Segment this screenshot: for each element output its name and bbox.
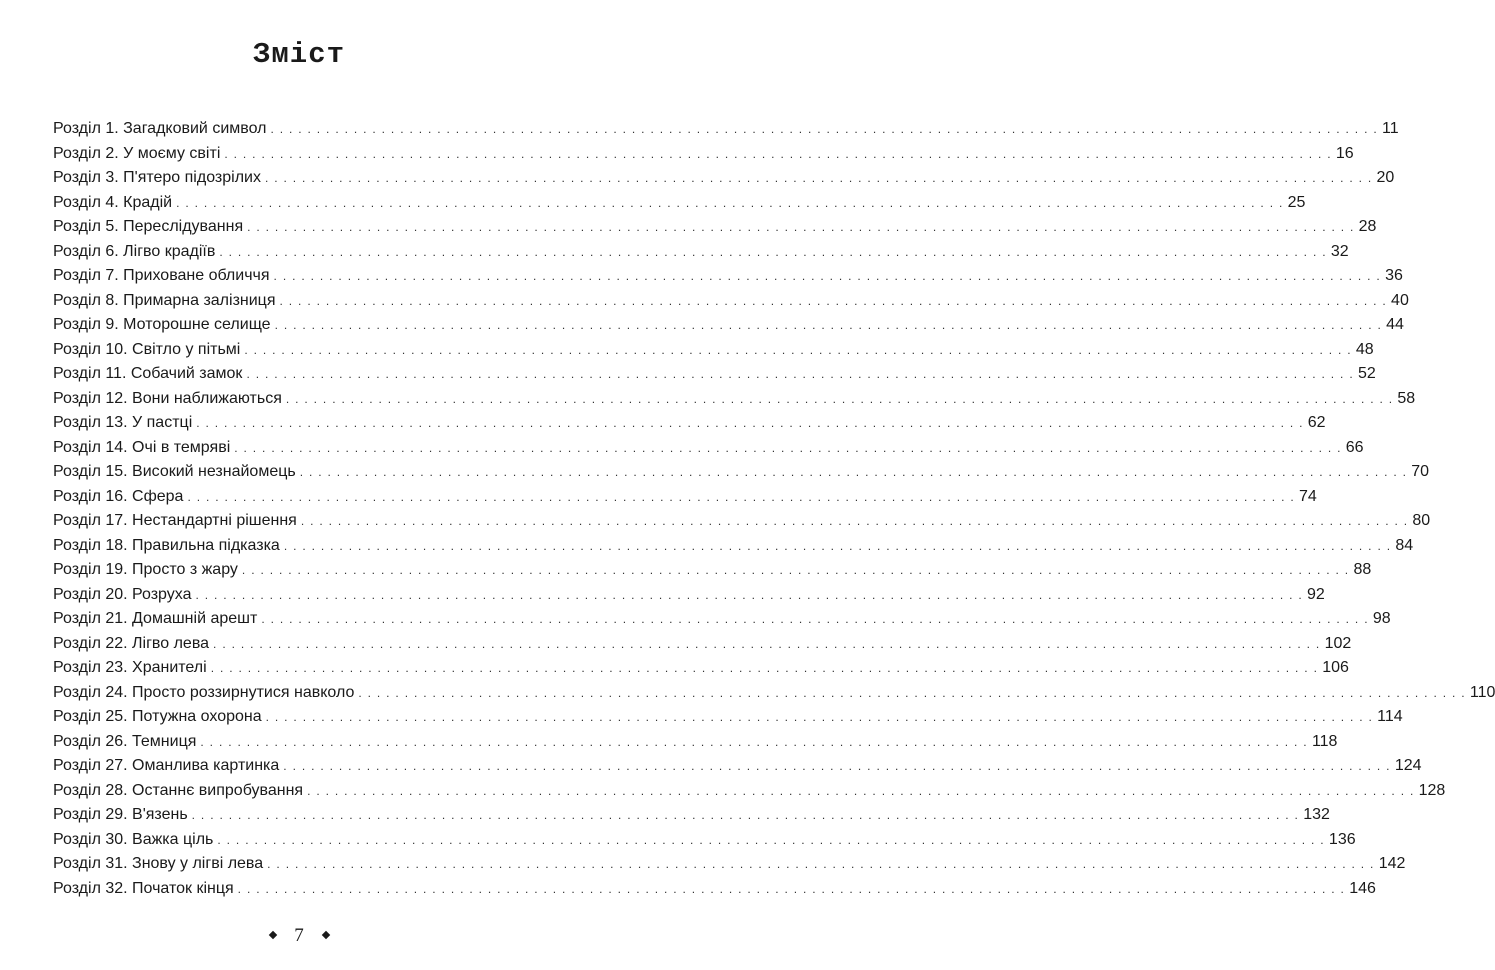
toc-dot-leader: . . . . . . . . . . . . . . . . . . . . . . . . . . . . . . . . . . . . . . . . . . . . . . . . . . . . . . . . . . . . . . . . . . . . . . . . . . . . . . . . . . . . . . . . . . . . . . . . . . . . . . . . . . . . . . . . . . . . . . . .	[195, 587, 1304, 602]
toc-entry-page: 11	[1381, 120, 1399, 137]
toc-entry	[53, 460, 1430, 485]
toc-entry-page: 98	[1372, 610, 1391, 627]
toc-dot-leader: . . . . . . . . . . . . . . . . . . . . . . . . . . . . . . . . . . . . . . . . . . . . . . . . . . . . . . . . . . . . . . . . . . . . . . . . . . . . . . . . . . . . . . . . . . . . . . . . . . . . . . . . . . . . . . . . . . . . . . . .	[264, 171, 1373, 185]
toc-entry-page: 52	[1357, 365, 1376, 382]
toc-entry-title: Розділ 4. Крадій	[53, 193, 173, 211]
toc-entry	[53, 681, 1495, 706]
toc-entry-page: 106	[1322, 659, 1349, 676]
toc-entry-page: 70	[1411, 463, 1430, 480]
toc-dot-leader: . . . . . . . . . . . . . . . . . . . . . . . . . . . . . . . . . . . . . . . . . . . . . . . . . . . . . . . . . . . . . . . . . . . . . . . . . . . . . . . . . . . . . . . . . . . . . . . . . . . . . . . . . . . . . . . . . . . . . . . .	[241, 563, 1350, 577]
toc-entry-title: Розділ 26. Темниця	[53, 732, 197, 750]
toc-entry-title: Розділ 30. Важка ціль	[53, 830, 214, 848]
toc-entry	[53, 387, 1416, 412]
toc-dot-leader: . . . . . . . . . . . . . . . . . . . . . . . . . . . . . . . . . . . . . . . . . . . . . . . . . . . . . . . . . . . . . . . . . . . . . . . . . . . . . . . . . . . . . . . . . . . . . . . . . . . . . . . . . . . . . . . . . . . . . . . .	[265, 710, 1374, 724]
toc-dot-leader: . . . . . . . . . . . . . . . . . . . . . . . . . . . . . . . . . . . . . . . . . . . . . . . . . . . . . . . . . . . . . . . . . . . . . . . . . . . . . . . . . . . . . . . . . . . . . . . . . . . . . . . . . . . . . . . . . . . . . . . .	[176, 195, 1284, 210]
toc-entry-page: 36	[1385, 267, 1403, 284]
toc-entry	[53, 264, 1403, 289]
toc-entry-title: Розділ 5. Переслідування	[53, 218, 244, 235]
toc-dot-leader: . . . . . . . . . . . . . . . . . . . . . . . . . . . . . . . . . . . . . . . . . . . . . . . . . . . . . . . . . . . . . . . . . . . . . . . . . . . . . . . . . . . . . . . . . . . . . . . . . . . . . . . . . . . . . . . . . . . . . . . .	[247, 220, 1355, 234]
toc-entry-page: 114	[1377, 708, 1403, 725]
toc-entry-title: Розділ 8. Примарна залізниця	[53, 291, 276, 309]
toc-entry-title: Розділ 22. Лігво лева	[53, 634, 210, 652]
toc-dot-leader: . . . . . . . . . . . . . . . . . . . . . . . . . . . . . . . . . . . . . . . . . . . . . . . . . . . . . . . . . . . . . . . . . . . . . . . . . . . . . . . . . . . . . . . . . . . . . . . . . . . . . . . . . . . . . . . . . . . . . . . .	[279, 293, 1388, 308]
toc-dot-leader: . . . . . . . . . . . . . . . . . . . . . . . . . . . . . . . . . . . . . . . . . . . . . . . . . . . . . . . . . . . . . . . . . . . . . . . . . . . . . . . . . . . . . . . . . . . . . . . . . . . . . . . . . . . . . . . . . . . . . . . .	[300, 514, 1409, 528]
toc-entry-title: Розділ 29. В'язень	[53, 806, 188, 823]
toc-entry-page: 74	[1298, 487, 1317, 505]
toc-dot-leader: . . . . . . . . . . . . . . . . . . . . . . . . . . . . . . . . . . . . . . . . . . . . . . . . . . . . . . . . . . . . . . . . . . . . . . . . . . . . . . . . . . . . . . . . . . . . . . . . . . . . . . . . . . . . . . . . . . . . . . . .	[196, 416, 1304, 430]
toc-entry	[53, 803, 1330, 828]
toc-entry-page: 58	[1397, 389, 1416, 407]
toc-entry-page: 25	[1287, 193, 1306, 211]
toc-entry-title: Розділ 21. Домашній арешт	[53, 610, 258, 627]
toc-entry-page: 92	[1307, 585, 1325, 603]
toc-entry	[53, 191, 1306, 216]
toc-dot-leader: . . . . . . . . . . . . . . . . . . . . . . . . . . . . . . . . . . . . . . . . . . . . . . . . . . . . . . . . . . . . . . . . . . . . . . . . . . . . . . . . . . . . . . . . . . . . . . . . . . . . . . . . . . . . . . . . . . . . . . . .	[267, 857, 1375, 871]
toc-entry-title: Розділ 9. Моторошне селище	[53, 316, 271, 333]
toc-entry-page: 88	[1353, 561, 1372, 578]
toc-entry	[53, 289, 1409, 314]
toc-dot-leader: . . . . . . . . . . . . . . . . . . . . . . . . . . . . . . . . . . . . . . . . . . . . . . . . . . . . . . . . . . . . . . . . . . . . . . . . . . . . . . . . . . . . . . . . . . . . . . . . . . . . . . . . . . . . . . . . . . . . . . . .	[283, 538, 1392, 553]
toc-entry-page: 20	[1376, 169, 1395, 186]
toc-entry	[53, 607, 1391, 632]
toc-entry	[53, 240, 1349, 265]
page-title: Зміст	[252, 38, 345, 71]
toc-entry-title: Розділ 24. Просто роззирнутися навколо	[53, 683, 355, 701]
page-number: 7	[294, 925, 304, 946]
toc-dot-leader: . . . . . . . . . . . . . . . . . . . . . . . . . . . . . . . . . . . . . . . . . . . . . . . . . . . . . . . . . . . . . . . . . . . . . . . . . . . . . . . . . . . . . . . . . . . . . . . . . . . . . . . . . . . . . . . . . . . . . . . .	[285, 391, 1394, 406]
toc-entry-title: Розділ 13. У пастці	[53, 414, 193, 431]
toc-entry-title: Розділ 15. Високий незнайомець	[53, 463, 296, 480]
toc-dot-leader: . . . . . . . . . . . . . . . . . . . . . . . . . . . . . . . . . . . . . . . . . . . . . . . . . . . . . . . . . . . . . . . . . . . . . . . . . . . . . . . . . . . . . . . . . . . . . . . . . . . . . . . . . . . . . . . . . . . . . . . .	[307, 783, 1415, 798]
toc-entry-title: Розділ 11. Собачий замок	[53, 365, 243, 382]
toc-dot-leader: . . . . . . . . . . . . . . . . . . . . . . . . . . . . . . . . . . . . . . . . . . . . . . . . . . . . . . . . . . . . . . . . . . . . . . . . . . . . . . . . . . . . . . . . . . . . . . . . . . . . . . . . . . . . . . . . . . . . . . . .	[261, 612, 1369, 626]
toc-entry-title: Розділ 27. Оманлива картинка	[53, 757, 280, 774]
toc-dot-leader: . . . . . . . . . . . . . . . . . . . . . . . . . . . . . . . . . . . . . . . . . . . . . . . . . . . . . . . . . . . . . . . . . . . . . . . . . . . . . . . . . . . . . . . . . . . . . . . . . . . . . . . . . . . . . . . . . . . . . . . .	[358, 685, 1466, 700]
toc-entry-page: 44	[1386, 316, 1404, 333]
toc-entry-page: 62	[1307, 414, 1326, 431]
toc-entry-page: 118	[1311, 732, 1338, 750]
toc-entry-title: Розділ 16. Сфера	[53, 487, 184, 505]
toc-entry-page: 110	[1469, 683, 1495, 701]
toc-entry	[53, 142, 1354, 167]
toc-entry	[53, 215, 1377, 240]
toc-entry	[53, 852, 1406, 877]
toc-entry-page: 102	[1324, 634, 1352, 652]
toc-entry-title: Розділ 23. Хранителі	[53, 659, 207, 676]
toc-dot-leader: . . . . . . . . . . . . . . . . . . . . . . . . . . . . . . . . . . . . . . . . . . . . . . . . . . . . . . . . . . . . . . . . . . . . . . . . . . . . . . . . . . . . . . . . . . . . . . . . . . . . . . . . . . . . . . . . . . . . . . . .	[217, 832, 1325, 847]
diamond-ornament-icon	[268, 930, 276, 938]
toc-dot-leader: . . . . . . . . . . . . . . . . . . . . . . . . . . . . . . . . . . . . . . . . . . . . . . . . . . . . . . . . . . . . . . . . . . . . . . . . . . . . . . . . . . . . . . . . . . . . . . . . . . . . . . . . . . . . . . . . . . . . . . . .	[274, 318, 1383, 332]
toc-entry	[53, 656, 1349, 681]
toc-entry-title: Розділ 6. Лігво крадіїв	[53, 242, 216, 260]
toc-dot-leader: . . . . . . . . . . . . . . . . . . . . . . . . . . . . . . . . . . . . . . . . . . . . . . . . . . . . . . . . . . . . . . . . . . . . . . . . . . . . . . . . . . . . . . . . . . . . . . . . . . . . . . . . . . . . . . . . . . . . . . . .	[224, 146, 1332, 161]
toc-dot-leader: . . . . . . . . . . . . . . . . . . . . . . . . . . . . . . . . . . . . . . . . . . . . . . . . . . . . . . . . . . . . . . . . . . . . . . . . . . . . . . . . . . . . . . . . . . . . . . . . . . . . . . . . . . . . . . . . . . . . . . . .	[273, 269, 1382, 283]
toc-dot-leader: . . . . . . . . . . . . . . . . . . . . . . . . . . . . . . . . . . . . . . . . . . . . . . . . . . . . . . . . . . . . . . . . . . . . . . . . . . . . . . . . . . . . . . . . . . . . . . . . . . . . . . . . . . . . . . . . . . . . . . . .	[200, 734, 1308, 749]
toc-entry	[53, 509, 1431, 534]
toc-entry-page: 32	[1330, 242, 1349, 260]
toc-entry-title: Розділ 10. Світло у пітьмі	[53, 340, 241, 358]
toc-entry	[53, 166, 1395, 191]
toc-entry-title: Розділ 3. П'ятеро підозрілих	[53, 169, 261, 186]
toc-entry-page: 136	[1328, 830, 1356, 848]
toc-entry-page: 84	[1395, 536, 1414, 554]
toc-dot-leader: . . . . . . . . . . . . . . . . . . . . . . . . . . . . . . . . . . . . . . . . . . . . . . . . . . . . . . . . . . . . . . . . . . . . . . . . . . . . . . . . . . . . . . . . . . . . . . . . . . . . . . . . . . . . . . . . . . . . . . . .	[270, 122, 1378, 136]
toc-entry-title: Розділ 28. Останнє випробування	[53, 781, 304, 799]
toc-entry	[53, 436, 1364, 461]
toc-entry	[53, 362, 1376, 387]
page-footer	[0, 925, 598, 947]
toc-entry	[53, 558, 1372, 583]
toc-entry-title: Розділ 19. Просто з жару	[53, 561, 238, 578]
diamond-ornament-icon	[321, 930, 329, 938]
toc-dot-leader: . . . . . . . . . . . . . . . . . . . . . . . . . . . . . . . . . . . . . . . . . . . . . . . . . . . . . . . . . . . . . . . . . . . . . . . . . . . . . . . . . . . . . . . . . . . . . . . . . . . . . . . . . . . . . . . . . . . . . . . .	[237, 881, 1346, 896]
toc-entry	[53, 411, 1326, 436]
toc-entry-title: Розділ 2. У моєму світі	[53, 144, 221, 162]
toc-entry-title: Розділ 31. Знову у лігві лева	[53, 855, 264, 872]
toc-dot-leader: . . . . . . . . . . . . . . . . . . . . . . . . . . . . . . . . . . . . . . . . . . . . . . . . . . . . . . . . . . . . . . . . . . . . . . . . . . . . . . . . . . . . . . . . . . . . . . . . . . . . . . . . . . . . . . . . . . . . . . . .	[244, 342, 1352, 357]
toc-entry	[53, 730, 1338, 755]
toc-entry	[53, 754, 1422, 779]
toc-entry-page: 48	[1355, 340, 1374, 358]
toc-entry	[53, 632, 1352, 657]
toc-entry-page: 40	[1391, 291, 1409, 309]
toc-entry	[53, 877, 1376, 902]
toc-entry-title: Розділ 14. Очі в темряві	[53, 438, 231, 456]
toc-dot-leader: . . . . . . . . . . . . . . . . . . . . . . . . . . . . . . . . . . . . . . . . . . . . . . . . . . . . . . . . . . . . . . . . . . . . . . . . . . . . . . . . . . . . . . . . . . . . . . . . . . . . . . . . . . . . . . . . . . . . . . . .	[283, 759, 1391, 773]
toc-entry	[53, 313, 1404, 338]
toc-entry-title: Розділ 1. Загадковий символ	[53, 120, 267, 137]
toc-entry-page: 16	[1335, 144, 1354, 162]
toc-entry-page: 124	[1394, 757, 1422, 774]
toc-entry-page: 146	[1349, 879, 1376, 897]
toc-entry	[53, 583, 1325, 608]
toc-entry-page: 66	[1345, 438, 1364, 456]
toc-entry-title: Розділ 25. Потужна охорона	[53, 708, 262, 725]
toc-entry-title: Розділ 7. Приховане обличчя	[53, 267, 270, 284]
toc-entry-page: 142	[1378, 855, 1406, 872]
toc-entry-title: Розділ 20. Розруха	[53, 585, 192, 603]
toc-entry-page: 128	[1418, 781, 1446, 799]
toc-entry-title: Розділ 32. Початок кінця	[53, 879, 234, 897]
toc-entry	[53, 779, 1446, 804]
toc-dot-leader: . . . . . . . . . . . . . . . . . . . . . . . . . . . . . . . . . . . . . . . . . . . . . . . . . . . . . . . . . . . . . . . . . . . . . . . . . . . . . . . . . . . . . . . . . . . . . . . . . . . . . . . . . . . . . . . . . . . . . . . .	[187, 489, 1295, 504]
toc-dot-leader: . . . . . . . . . . . . . . . . . . . . . . . . . . . . . . . . . . . . . . . . . . . . . . . . . . . . . . . . . . . . . . . . . . . . . . . . . . . . . . . . . . . . . . . . . . . . . . . . . . . . . . . . . . . . . . . . . . . . . . . .	[191, 808, 1300, 822]
toc-entry	[53, 485, 1317, 510]
toc-entry	[53, 117, 1399, 142]
toc-entry-title: Розділ 17. Нестандартні рішення	[53, 512, 297, 529]
toc-entry	[53, 338, 1374, 363]
toc-dot-leader: . . . . . . . . . . . . . . . . . . . . . . . . . . . . . . . . . . . . . . . . . . . . . . . . . . . . . . . . . . . . . . . . . . . . . . . . . . . . . . . . . . . . . . . . . . . . . . . . . . . . . . . . . . . . . . . . . . . . . . . .	[210, 661, 1319, 675]
toc-entry-title: Розділ 12. Вони наближаються	[53, 389, 282, 407]
toc-dot-leader: . . . . . . . . . . . . . . . . . . . . . . . . . . . . . . . . . . . . . . . . . . . . . . . . . . . . . . . . . . . . . . . . . . . . . . . . . . . . . . . . . . . . . . . . . . . . . . . . . . . . . . . . . . . . . . . . . . . . . . . .	[219, 244, 1327, 259]
toc-dot-leader: . . . . . . . . . . . . . . . . . . . . . . . . . . . . . . . . . . . . . . . . . . . . . . . . . . . . . . . . . . . . . . . . . . . . . . . . . . . . . . . . . . . . . . . . . . . . . . . . . . . . . . . . . . . . . . . . . . . . . . . .	[213, 636, 1321, 651]
toc-entry-title: Розділ 18. Правильна підказка	[53, 536, 280, 554]
table-of-contents	[53, 117, 1495, 901]
toc-entry	[53, 705, 1403, 730]
toc-dot-leader: . . . . . . . . . . . . . . . . . . . . . . . . . . . . . . . . . . . . . . . . . . . . . . . . . . . . . . . . . . . . . . . . . . . . . . . . . . . . . . . . . . . . . . . . . . . . . . . . . . . . . . . . . . . . . . . . . . . . . . . .	[234, 440, 1342, 455]
toc-entry	[53, 534, 1414, 559]
toc-dot-leader: . . . . . . . . . . . . . . . . . . . . . . . . . . . . . . . . . . . . . . . . . . . . . . . . . . . . . . . . . . . . . . . . . . . . . . . . . . . . . . . . . . . . . . . . . . . . . . . . . . . . . . . . . . . . . . . . . . . . . . . .	[299, 465, 1408, 479]
toc-entry-page: 132	[1303, 806, 1330, 823]
toc-entry	[53, 828, 1356, 853]
toc-entry-page: 80	[1412, 512, 1431, 529]
toc-dot-leader: . . . . . . . . . . . . . . . . . . . . . . . . . . . . . . . . . . . . . . . . . . . . . . . . . . . . . . . . . . . . . . . . . . . . . . . . . . . . . . . . . . . . . . . . . . . . . . . . . . . . . . . . . . . . . . . . . . . . . . . .	[246, 367, 1354, 381]
toc-entry-page: 28	[1358, 218, 1377, 235]
